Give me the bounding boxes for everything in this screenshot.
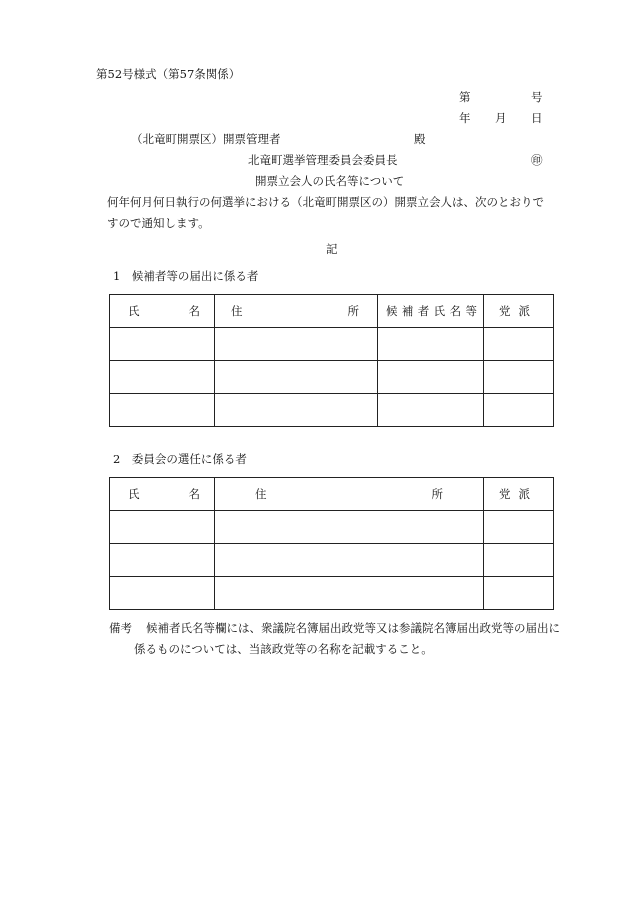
note-line-1: 候補者氏名等欄には、衆議院名簿届出政党等又は参議院名簿届出政党等の届出に (146, 621, 560, 635)
ki-heading: 記 (326, 242, 338, 256)
table-row (110, 577, 554, 610)
header-name: 氏 名 (110, 478, 215, 511)
header-candidate-char: 等 (465, 304, 477, 318)
form-number: 第52号様式（第57条関係） (96, 67, 241, 81)
header-party: 党派 (484, 295, 554, 328)
number-label-prefix: 第 (459, 90, 471, 104)
date-year-label: 年 (459, 111, 471, 125)
table-row (110, 394, 554, 427)
table-row (110, 544, 554, 577)
addressee: （北竜町開票区）開票管理者 (131, 132, 281, 146)
section1-title: 1 候補者等の届出に係る者 (113, 269, 259, 283)
header-candidate (378, 295, 484, 328)
committee-table (109, 477, 554, 610)
table-row (110, 361, 554, 394)
header-candidate-char: 氏 (433, 304, 446, 318)
header-address: 住 所 (215, 478, 484, 511)
header-candidate-char: 名 (449, 304, 462, 318)
number-label-suffix: 号 (531, 90, 543, 104)
note-line-2: 係るものについては、当該政党等の名称を記載すること。 (134, 642, 433, 656)
document-subject: 開票立会人の氏名等について (255, 174, 405, 188)
header-candidate-char: 候 (386, 304, 398, 318)
header-name: 氏 名 (110, 295, 215, 328)
body-line-2: すので通知します。 (107, 216, 210, 230)
body-line-1: 何年何月何日執行の何選挙における（北竜町開票区の）開票立会人は、次のとおりで (107, 195, 544, 209)
section2-title: 2 委員会の選任に係る者 (113, 452, 247, 466)
header-party: 党派 (484, 478, 554, 511)
seal-mark: ㊞ (531, 153, 543, 167)
table-header-row (110, 295, 554, 328)
header-address: 住 所 (215, 295, 378, 328)
table-header-row (110, 478, 554, 511)
candidate-table (109, 294, 554, 427)
table-row (110, 511, 554, 544)
date-day-label: 日 (531, 111, 543, 125)
date-month-label: 月 (495, 111, 507, 125)
note-label: 備考 (109, 621, 132, 635)
sender: 北竜町選挙管理委員会委員長 (248, 153, 398, 167)
honorific: 殿 (414, 132, 426, 146)
header-candidate-char: 者 (417, 304, 430, 318)
header-candidate-char: 補 (401, 304, 414, 318)
table-row (110, 328, 554, 361)
